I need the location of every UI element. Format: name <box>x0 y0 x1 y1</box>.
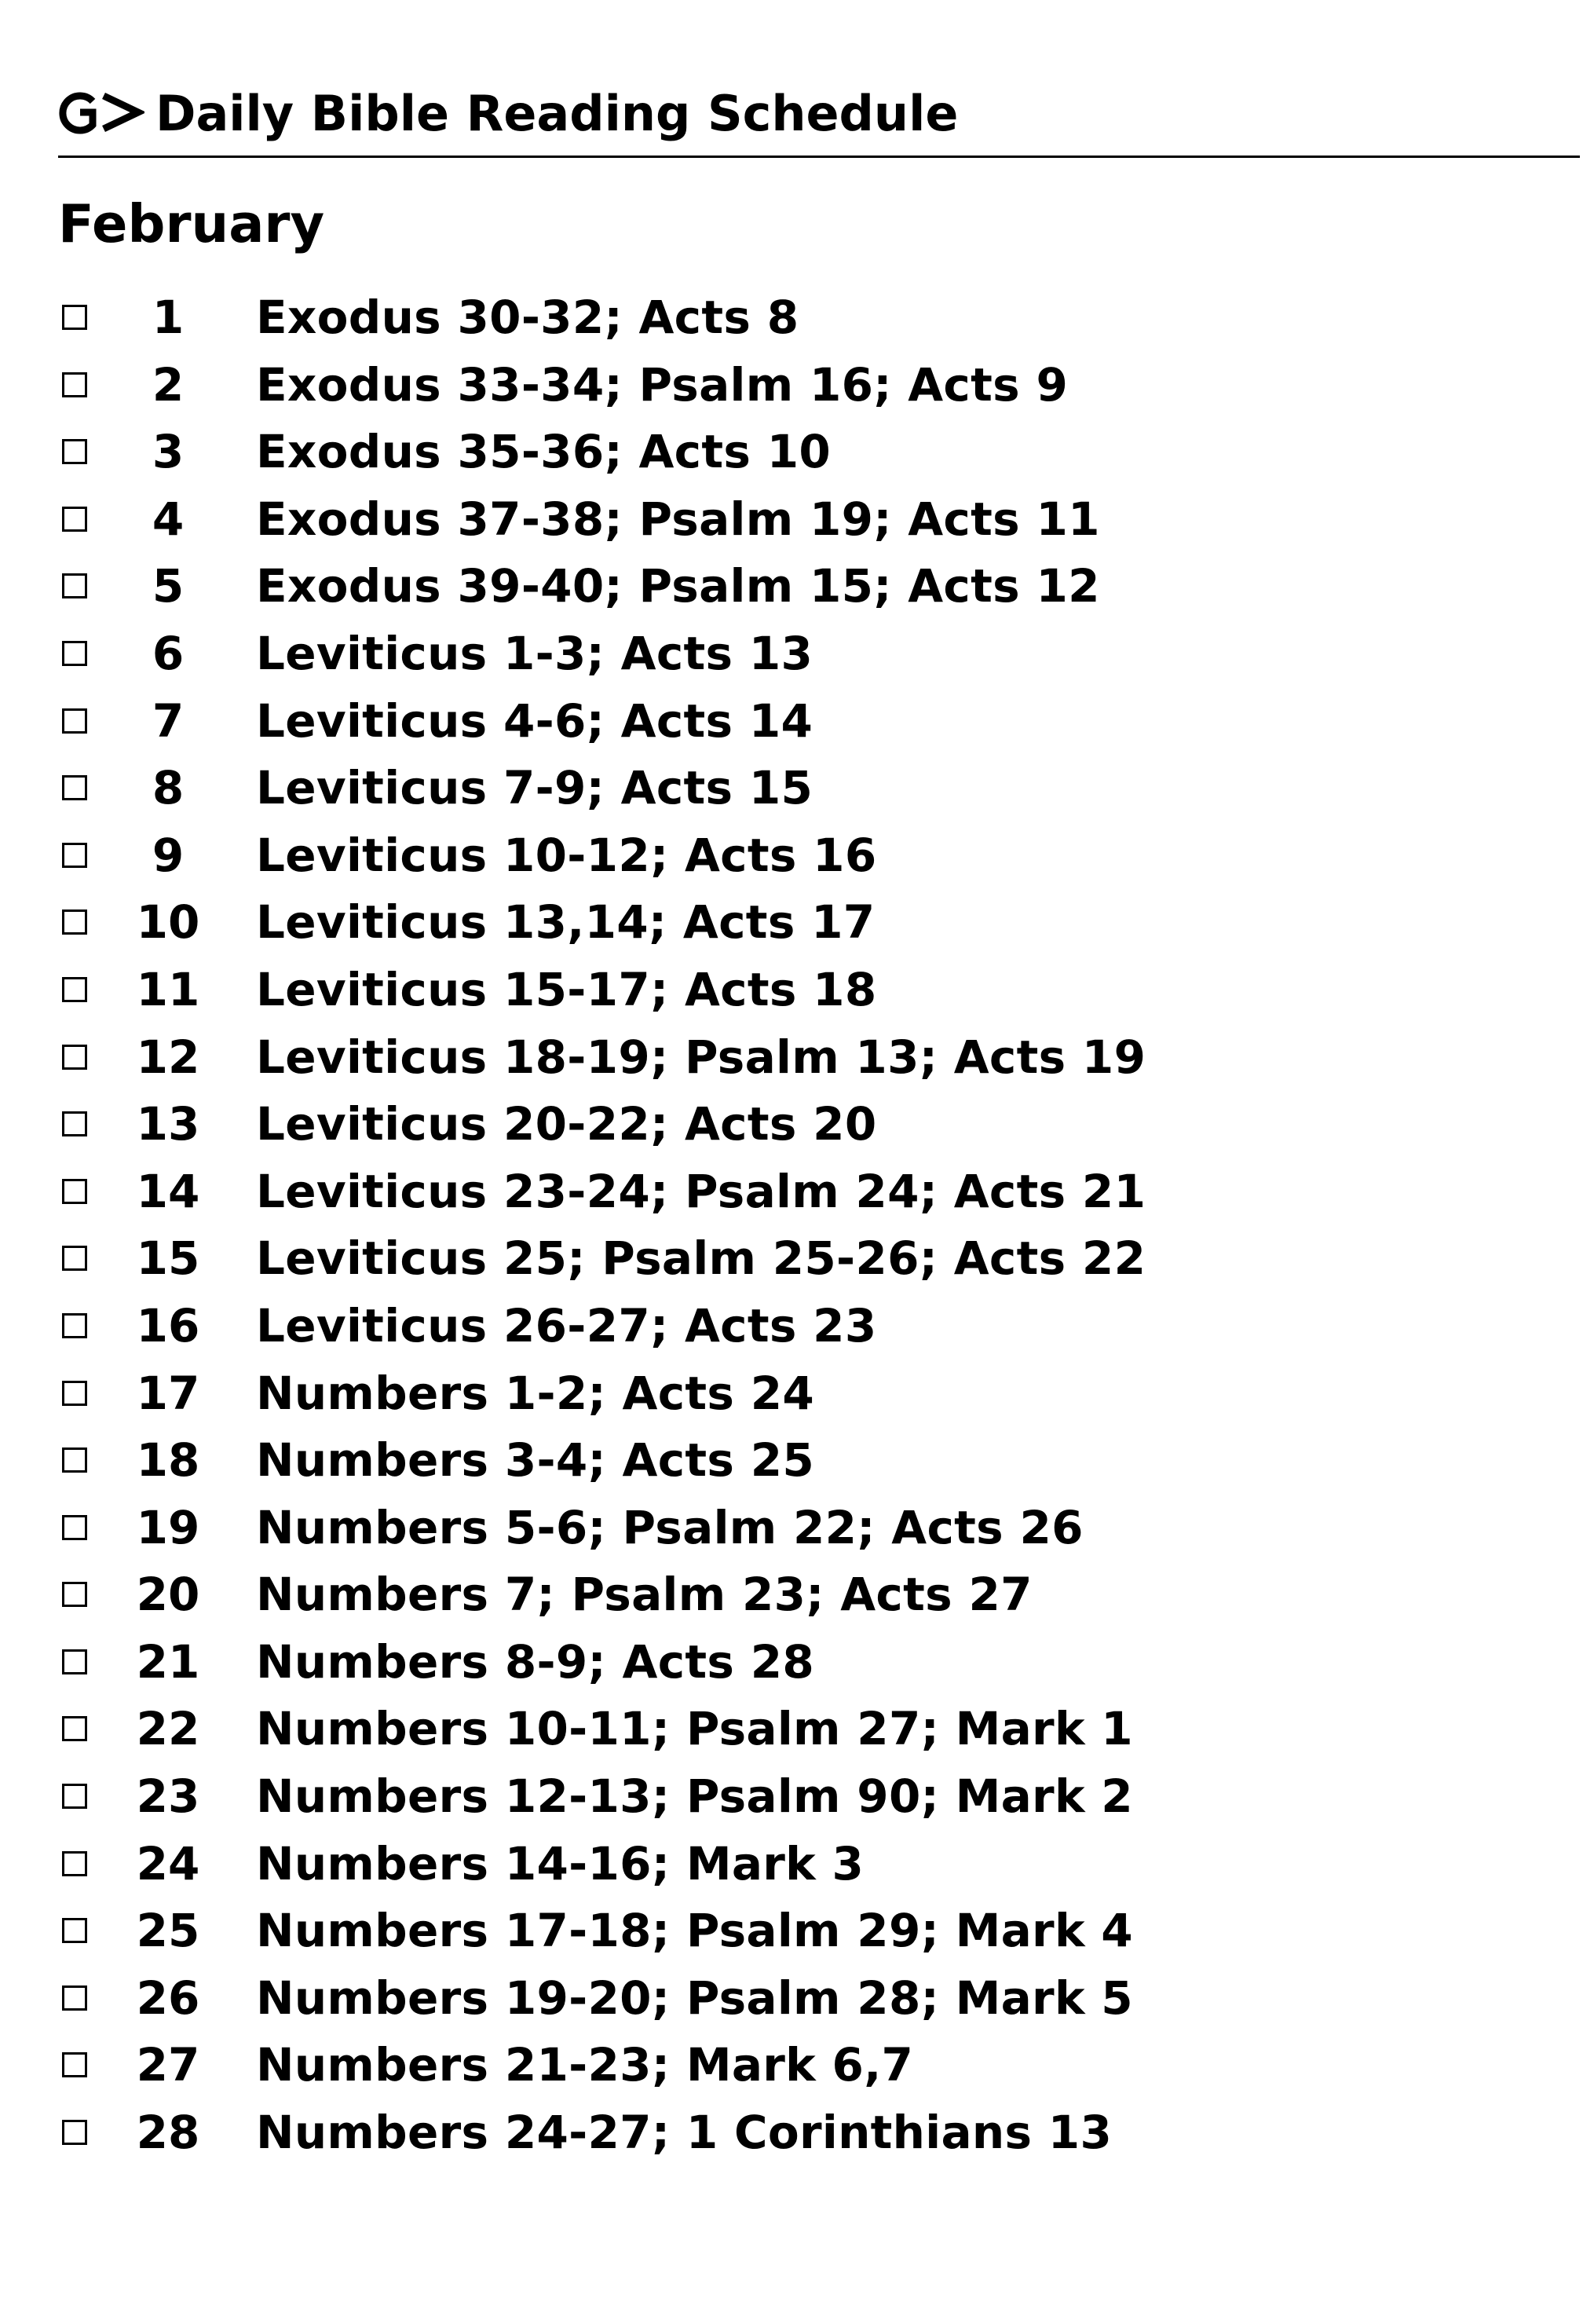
schedule-row <box>58 287 1550 355</box>
day-number: 4 <box>152 492 185 546</box>
reading-assignment: Leviticus 10-12; Acts 16 <box>256 828 877 882</box>
day-number: 25 <box>136 1904 200 1958</box>
reading-assignment: Leviticus 13,14; Acts 17 <box>256 895 876 950</box>
schedule-row <box>58 892 1550 960</box>
day-number: 20 <box>136 1568 200 1622</box>
day-number: 24 <box>136 1836 200 1890</box>
day-number: 14 <box>136 1164 200 1218</box>
reading-assignment: Leviticus 7-9; Acts 15 <box>256 761 813 815</box>
day-number: 9 <box>152 828 185 882</box>
day-number: 16 <box>136 1298 200 1352</box>
reading-assignment: Numbers 5-6; Psalm 22; Acts 26 <box>256 1500 1084 1554</box>
schedule-row <box>58 1162 1550 1229</box>
checkbox[interactable] <box>62 439 87 464</box>
day-number: 8 <box>152 761 185 815</box>
day-number: 27 <box>136 2038 200 2092</box>
reading-assignment: Numbers 7; Psalm 23; Acts 27 <box>256 1568 1033 1622</box>
schedule-row <box>58 1296 1550 1363</box>
day-number: 15 <box>136 1232 200 1286</box>
schedule-row <box>58 1498 1550 1565</box>
day-number: 28 <box>136 2106 200 2160</box>
reading-assignment: Exodus 39-40; Psalm 15; Acts 12 <box>256 559 1100 613</box>
reading-assignment: Numbers 21-23; Mark 6,7 <box>256 2038 914 2092</box>
checkbox[interactable] <box>62 1111 87 1136</box>
reading-assignment: Numbers 17-18; Psalm 29; Mark 4 <box>256 1904 1133 1958</box>
checkbox[interactable] <box>62 1179 87 1204</box>
month-heading: February <box>58 193 325 254</box>
day-number: 17 <box>136 1366 200 1420</box>
reading-assignment: Exodus 33-34; Psalm 16; Acts 9 <box>256 357 1069 412</box>
schedule-row <box>58 1834 1550 1901</box>
schedule-row <box>58 2103 1550 2170</box>
day-number: 12 <box>136 1030 200 1084</box>
day-number: 7 <box>152 694 185 748</box>
schedule-row <box>58 1901 1550 1968</box>
reading-assignment: Numbers 24-27; 1 Corinthians 13 <box>256 2106 1113 2160</box>
checkbox[interactable] <box>62 2120 87 2145</box>
checkbox[interactable] <box>62 1582 87 1607</box>
reading-assignment: Numbers 8-9; Acts 28 <box>256 1634 815 1689</box>
checkbox[interactable] <box>62 1381 87 1406</box>
schedule-row <box>58 2035 1550 2103</box>
page-title: Daily Bible Reading Schedule <box>155 85 959 142</box>
schedule-row <box>58 1968 1550 2036</box>
day-number: 26 <box>136 1971 200 2025</box>
reading-assignment: Exodus 37-38; Psalm 19; Acts 11 <box>256 492 1100 546</box>
checkbox[interactable] <box>62 1918 87 1943</box>
day-number: 22 <box>136 1702 200 1756</box>
reading-assignment: Numbers 19-20; Psalm 28; Mark 5 <box>256 1971 1133 2025</box>
checkbox[interactable] <box>62 775 87 800</box>
reading-assignment: Numbers 3-4; Acts 25 <box>256 1433 815 1488</box>
checkbox[interactable] <box>62 1649 87 1674</box>
checkbox[interactable] <box>62 372 87 397</box>
schedule-row <box>58 1565 1550 1632</box>
schedule-row <box>58 960 1550 1027</box>
schedule-row <box>58 1430 1550 1498</box>
checkbox[interactable] <box>62 1447 87 1473</box>
reading-assignment: Leviticus 23-24; Psalm 24; Acts 21 <box>256 1164 1146 1218</box>
checkbox[interactable] <box>62 1851 87 1876</box>
schedule-row <box>58 1363 1550 1431</box>
day-number: 23 <box>136 1770 200 1824</box>
reading-assignment: Leviticus 1-3; Acts 13 <box>256 626 813 680</box>
schedule-row <box>58 422 1550 489</box>
checkbox[interactable] <box>62 1985 87 2011</box>
checkbox[interactable] <box>62 1515 87 1540</box>
checkbox[interactable] <box>62 507 87 532</box>
schedule-row <box>58 489 1550 557</box>
day-number: 21 <box>136 1634 200 1689</box>
schedule-row <box>58 825 1550 893</box>
reading-assignment: Leviticus 26-27; Acts 23 <box>256 1298 877 1352</box>
checkbox[interactable] <box>62 1716 87 1741</box>
schedule-row <box>58 1027 1550 1095</box>
day-number: 1 <box>152 291 185 344</box>
checkbox[interactable] <box>62 1246 87 1271</box>
checkbox[interactable] <box>62 977 87 1002</box>
day-number: 13 <box>136 1097 200 1151</box>
schedule-row <box>58 1766 1550 1834</box>
reading-assignment: Numbers 14-16; Mark 3 <box>256 1836 865 1890</box>
day-number: 5 <box>152 559 185 613</box>
reading-assignment: Leviticus 20-22; Acts 20 <box>256 1097 877 1151</box>
schedule-row <box>58 355 1550 423</box>
schedule-row <box>58 1632 1550 1700</box>
reading-assignment: Numbers 10-11; Psalm 27; Mark 1 <box>256 1702 1133 1756</box>
day-number: 11 <box>136 962 200 1016</box>
schedule-row <box>58 1228 1550 1296</box>
reading-schedule-list <box>58 287 1550 2170</box>
day-number: 6 <box>152 626 185 680</box>
schedule-row <box>58 758 1550 825</box>
checkbox[interactable] <box>62 1045 87 1070</box>
checkbox[interactable] <box>62 909 87 935</box>
day-number: 10 <box>136 895 200 950</box>
reading-assignment: Leviticus 18-19; Psalm 13; Acts 19 <box>256 1030 1146 1084</box>
reading-assignment: Numbers 12-13; Psalm 90; Mark 2 <box>256 1770 1133 1824</box>
page-header <box>58 82 1580 158</box>
reading-assignment: Exodus 35-36; Acts 10 <box>256 425 832 479</box>
reading-assignment: Exodus 30-32; Acts 8 <box>256 291 799 344</box>
checkbox[interactable] <box>62 2052 87 2077</box>
day-number: 18 <box>136 1433 200 1488</box>
reading-assignment: Leviticus 4-6; Acts 14 <box>256 694 813 748</box>
checkbox[interactable] <box>62 305 87 330</box>
reading-assignment: Numbers 1-2; Acts 24 <box>256 1366 815 1420</box>
day-number: 2 <box>152 357 185 412</box>
day-number: 19 <box>136 1500 200 1554</box>
checkbox[interactable] <box>62 708 87 734</box>
schedule-row <box>58 1094 1550 1162</box>
reading-assignment: Leviticus 25; Psalm 25-26; Acts 22 <box>256 1232 1146 1286</box>
checkbox[interactable] <box>62 843 87 868</box>
schedule-row <box>58 1699 1550 1766</box>
checkbox[interactable] <box>62 1313 87 1338</box>
schedule-row <box>58 556 1550 624</box>
schedule-row <box>58 691 1550 759</box>
schedule-row <box>58 624 1550 691</box>
reading-assignment: Leviticus 15-17; Acts 18 <box>256 962 877 1016</box>
checkbox[interactable] <box>62 641 87 666</box>
gospel-arrow-logo-icon <box>58 89 144 136</box>
checkbox[interactable] <box>62 1784 87 1809</box>
checkbox[interactable] <box>62 573 87 598</box>
day-number: 3 <box>152 425 185 479</box>
